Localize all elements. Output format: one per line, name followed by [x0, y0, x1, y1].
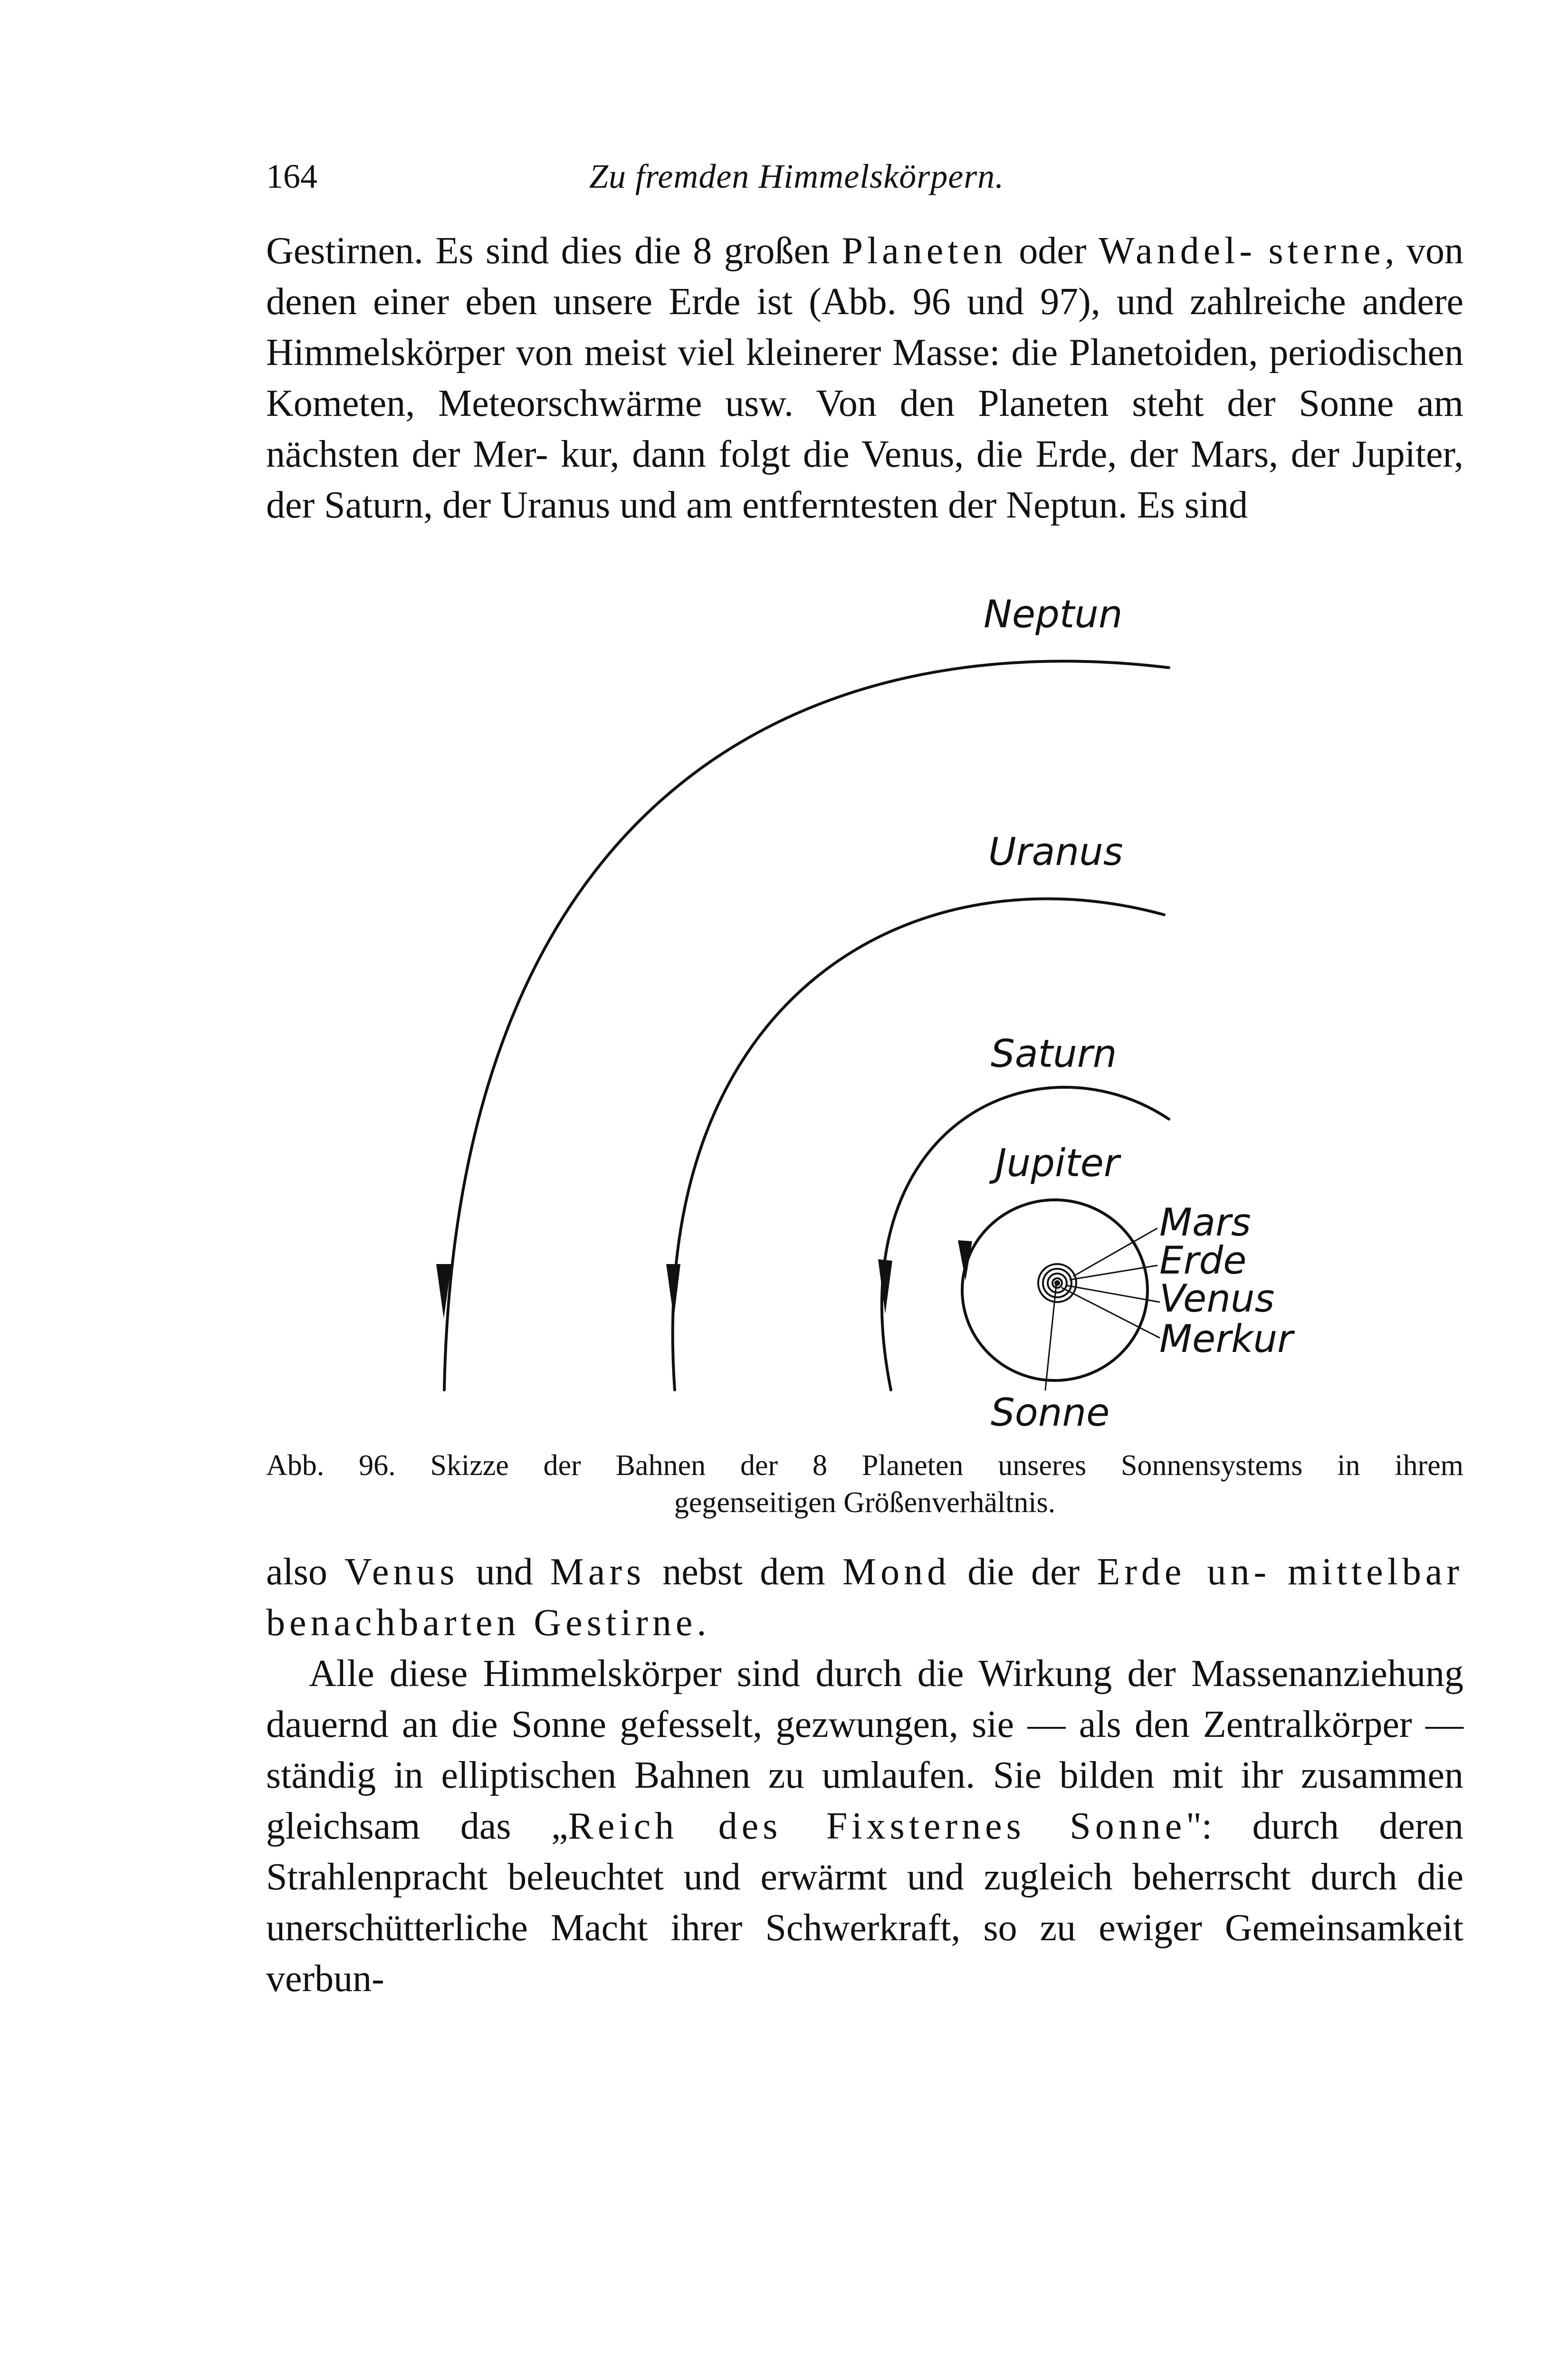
orbit-diagram	[266, 592, 1463, 1435]
venus-label: Venus	[1159, 1276, 1275, 1321]
mars-label: Mars	[1159, 1200, 1251, 1245]
emphasized-text: Mond	[842, 1551, 951, 1593]
running-head	[266, 157, 1463, 200]
running-title: Zu fremden Himmelskörpern.	[589, 157, 1004, 195]
figure-caption	[266, 1447, 1463, 1521]
emphasized-text: Planeten	[841, 230, 1007, 272]
text-run: also	[266, 1551, 344, 1593]
text-run: oder	[1006, 230, 1099, 272]
text-run: Massenanziehung dauernd an die Sonne gefesselt, gezwungen, sie	[266, 1653, 1463, 1745]
figure-orbits	[266, 592, 1463, 1435]
text-run: umlaufen. Sie bilden mit ihr zusammen gleichsam das „	[266, 1754, 1464, 1847]
caption-line: gegenseitigen Größenverhältnis.	[674, 1486, 1056, 1519]
merkur-label: Merkur	[1159, 1317, 1293, 1361]
jupiter-orbit	[962, 1200, 1147, 1380]
venus-leader	[1066, 1285, 1159, 1302]
saturn-orbit	[882, 1087, 1169, 1390]
text-run: usw. Von den Planeten steht der Sonne am nächsten der Mer-	[266, 383, 1464, 475]
paragraph	[266, 226, 1463, 531]
text-run: und erwärmt und zugleich beherrscht durch die unerschütterliche	[266, 1856, 1463, 1949]
saturn-label: Saturn	[991, 1032, 1117, 1076]
uranus-arrow	[666, 1264, 680, 1319]
erde-label: Erde	[1159, 1238, 1247, 1283]
text-run: Alle diese Himmelskörper sind durch die Wirkung der	[309, 1653, 1176, 1695]
uranus-label: Uranus	[988, 830, 1123, 874]
text-run: , von denen einer eben unsere Erde ist (Abb. 96 und 97),	[266, 230, 1464, 323]
text-run: Macht ihrer Schwerkraft, so zu ewiger Gemeinsamkeit verbun-	[266, 1907, 1463, 2000]
paragraph	[266, 1648, 1463, 2004]
bottom-text	[266, 1547, 1463, 2004]
emphasized-text: Wandel-	[1099, 230, 1257, 272]
emphasized-text: Mars	[550, 1551, 646, 1593]
emphasized-text: mittelbar benachbarten Gestirne.	[266, 1551, 1464, 1644]
sonne-label: Sonne	[991, 1390, 1110, 1435]
paragraph	[266, 1547, 1463, 1648]
text-run: kur, dann folgt die Venus, die Erde, der Mars, der Jupiter, der	[266, 433, 1463, 526]
text-run: und	[459, 1551, 550, 1593]
text-run: Saturn, der Uranus und am entferntesten der Neptun. Es sind	[324, 484, 1248, 526]
caption-line: Abb. 96. Skizze der Bahnen der 8 Planeten unseres Sonnensystems in ihrem	[266, 1449, 1463, 1482]
top-paragraph	[266, 226, 1463, 531]
neptun-label: Neptun	[984, 592, 1123, 636]
page-number: 164	[266, 157, 317, 195]
text-run: Masse: die Planetoiden, periodischen Kometen, Meteorschwärme	[266, 332, 1463, 424]
emphasized-text: Erde un-	[1097, 1551, 1271, 1593]
text-run: die der	[950, 1551, 1097, 1593]
jupiter-arrow	[958, 1240, 972, 1281]
text-run: Gestirnen. Es sind dies die 8 großen	[266, 230, 842, 272]
saturn-arrow	[878, 1259, 892, 1314]
text-run: — als den Zentralkörper — ständig in elliptischen Bahnen zu	[266, 1704, 1463, 1796]
text-run: ": durch deren Strahlenpracht beleuchtet	[266, 1805, 1464, 1898]
emphasized-text: Reich	[568, 1805, 679, 1847]
text-run: nebst dem	[645, 1551, 843, 1593]
erde-leader	[1070, 1265, 1157, 1280]
emphasized-text: des Fixsternes Sonne	[718, 1805, 1186, 1847]
text-run: und zahlreiche andere Himmelskörper von meist viel kleinerer	[266, 281, 1464, 374]
jupiter-label: Jupiter	[995, 1141, 1119, 1185]
emphasized-text: sterne	[1268, 230, 1385, 272]
emphasized-text: Venus	[344, 1551, 459, 1593]
